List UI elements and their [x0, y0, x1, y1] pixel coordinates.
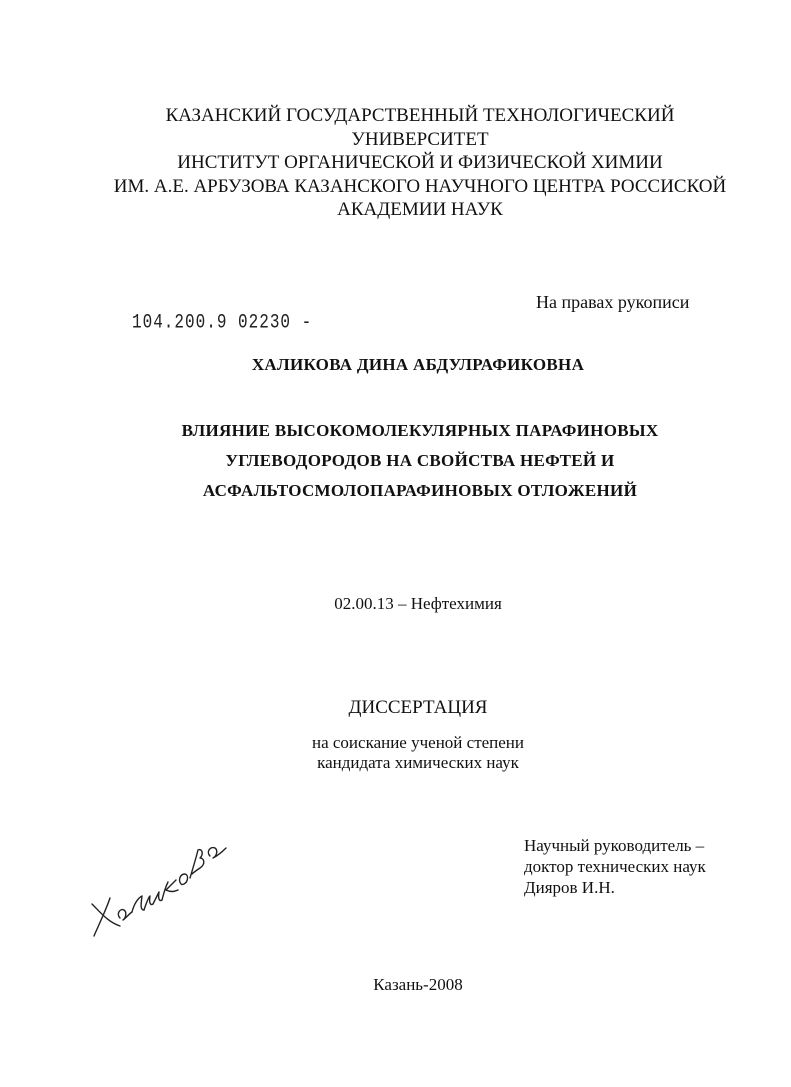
- rights-notice: На правах рукописи: [536, 292, 690, 312]
- institution-line-4: ИМ. А.Е. АРБУЗОВА КАЗАНСКОГО НАУЧНОГО ЦЕНТРА РОССИСКОЙ: [113, 175, 727, 197]
- degree-sought: [0, 733, 791, 773]
- thesis-title-line-1: ВЛИЯНИЕ ВЫСОКОМОЛЕКУЛЯРНЫХ ПАРАФИНОВЫХ: [181, 421, 659, 440]
- institution-line-2: УНИВЕРСИТЕТ: [351, 128, 489, 150]
- author-name: ХАЛИКОВА ДИНА АБДУЛРАФИКОВНА: [251, 355, 585, 374]
- supervisor-line-1: Научный руководитель –: [524, 836, 705, 855]
- supervisor-line-3: Дияров И.Н.: [524, 878, 615, 897]
- registration-number-stamp: 104.200.9 02230 -: [132, 311, 313, 334]
- degree-line-2: кандидата химических наук: [317, 753, 519, 772]
- institution-line-3: ИНСТИТУТ ОРГАНИЧЕСКОЙ И ФИЗИЧЕСКОЙ ХИМИИ: [177, 152, 663, 173]
- institution-line-1: КАЗАНСКИЙ ГОСУДАРСТВЕННЫЙ ТЕХНОЛОГИЧЕСКИЙ: [165, 105, 675, 126]
- handwritten-signature: [86, 818, 246, 938]
- city-year: Казань-2008: [373, 975, 463, 994]
- specialty-code: 02.00.13 – Нефтехимия: [334, 594, 502, 613]
- thesis-title: [60, 416, 780, 506]
- supervisor-line-2: доктор технических наук: [524, 857, 706, 876]
- thesis-title-line-3: АСФАЛЬТОСМОЛОПАРАФИНОВЫХ ОТЛОЖЕНИЙ: [202, 481, 638, 500]
- scientific-supervisor: [524, 835, 706, 898]
- institution-line-5: АКАДЕМИИ НАУК: [337, 199, 503, 220]
- thesis-title-line-2: УГЛЕВОДОРОДОВ НА СВОЙСТВА НЕФТЕЙ И: [225, 451, 615, 470]
- institution-header: [60, 104, 780, 222]
- degree-line-1: на соискание ученой степени: [311, 733, 525, 752]
- document-type: ДИССЕРТАЦИЯ: [348, 697, 488, 718]
